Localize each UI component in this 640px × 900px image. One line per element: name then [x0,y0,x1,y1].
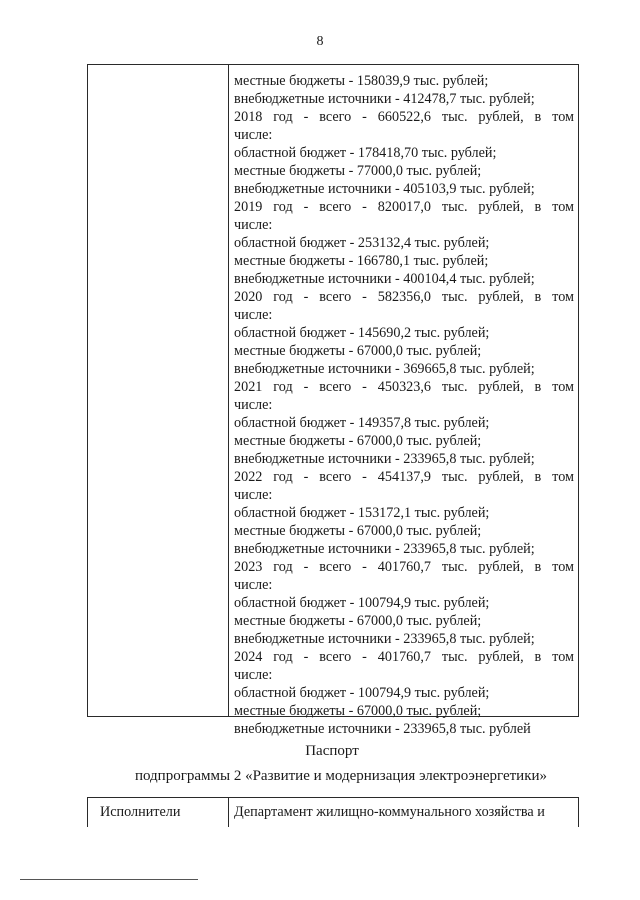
funding-line: 2022 год - всего - 454137,9 тыс. рублей, в том [234,469,574,485]
funding-line: внебюджетные источники - 369665,8 тыс. рублей; [234,361,535,377]
funding-line: числе: [234,577,273,593]
funding-line: внебюджетные источники - 233965,8 тыс. рублей [234,721,531,737]
funding-cell [234,72,574,738]
funding-line: 2018 год - всего - 660522,6 тыс. рублей, в том [234,109,574,125]
funding-line: областной бюджет - 100794,9 тыс. рублей; [234,595,490,611]
funding-line: 2021 год - всего - 450323,6 тыс. рублей, в том [234,379,574,395]
funding-line: местные бюджеты - 67000,0 тыс. рублей; [234,613,482,629]
funding-line: 2024 год - всего - 401760,7 тыс. рублей, в том [234,649,574,665]
table-column-divider [228,798,229,827]
passport-title: Паспорт [305,743,359,759]
funding-line: областной бюджет - 145690,2 тыс. рублей; [234,325,490,341]
funding-line: местные бюджеты - 158039,9 тыс. рублей; [234,73,489,89]
funding-line: областной бюджет - 178418,70 тыс. рублей; [234,145,497,161]
funding-line: 2019 год - всего - 820017,0 тыс. рублей, в том [234,199,574,215]
funding-line: числе: [234,127,273,143]
funding-line: внебюджетные источники - 233965,8 тыс. рублей; [234,631,535,647]
executors-value: Департамент жилищно-коммунального хозяйства и [234,804,545,820]
funding-line: местные бюджеты - 67000,0 тыс. рублей; [234,703,482,719]
funding-line: 2023 год - всего - 401760,7 тыс. рублей, в том [234,559,574,575]
funding-line: внебюджетные источники - 405103,9 тыс. рублей; [234,181,535,197]
page-number: 8 [316,34,324,49]
funding-line: местные бюджеты - 67000,0 тыс. рублей; [234,523,482,539]
funding-line: числе: [234,667,273,683]
funding-line: числе: [234,307,273,323]
executors-label: Исполнители [100,804,181,820]
funding-line: областной бюджет - 253132,4 тыс. рублей; [234,235,490,251]
funding-line: областной бюджет - 100794,9 тыс. рублей; [234,685,490,701]
funding-line: 2020 год - всего - 582356,0 тыс. рублей, в том [234,289,574,305]
footer-rule [20,879,198,880]
funding-line: числе: [234,487,273,503]
funding-line: местные бюджеты - 77000,0 тыс. рублей; [234,163,482,179]
funding-line: местные бюджеты - 67000,0 тыс. рублей; [234,343,482,359]
funding-line: местные бюджеты - 67000,0 тыс. рублей; [234,433,482,449]
passport-subtitle: подпрограммы 2 «Развитие и модернизация электроэнергетики» [134,768,548,784]
funding-line: числе: [234,397,273,413]
funding-line: местные бюджеты - 166780,1 тыс. рублей; [234,253,489,269]
funding-line: числе: [234,217,273,233]
table-column-divider [228,65,229,716]
funding-table [87,64,579,737]
funding-line: внебюджетные источники - 233965,8 тыс. рублей; [234,451,535,467]
funding-line: областной бюджет - 149357,8 тыс. рублей; [234,415,490,431]
funding-line: внебюджетные источники - 412478,7 тыс. рублей; [234,91,535,107]
funding-line: внебюджетные источники - 233965,8 тыс. рублей; [234,541,535,557]
funding-line: областной бюджет - 153172,1 тыс. рублей; [234,505,490,521]
funding-line: внебюджетные источники - 400104,4 тыс. рублей; [234,271,535,287]
executors-table [87,797,579,827]
